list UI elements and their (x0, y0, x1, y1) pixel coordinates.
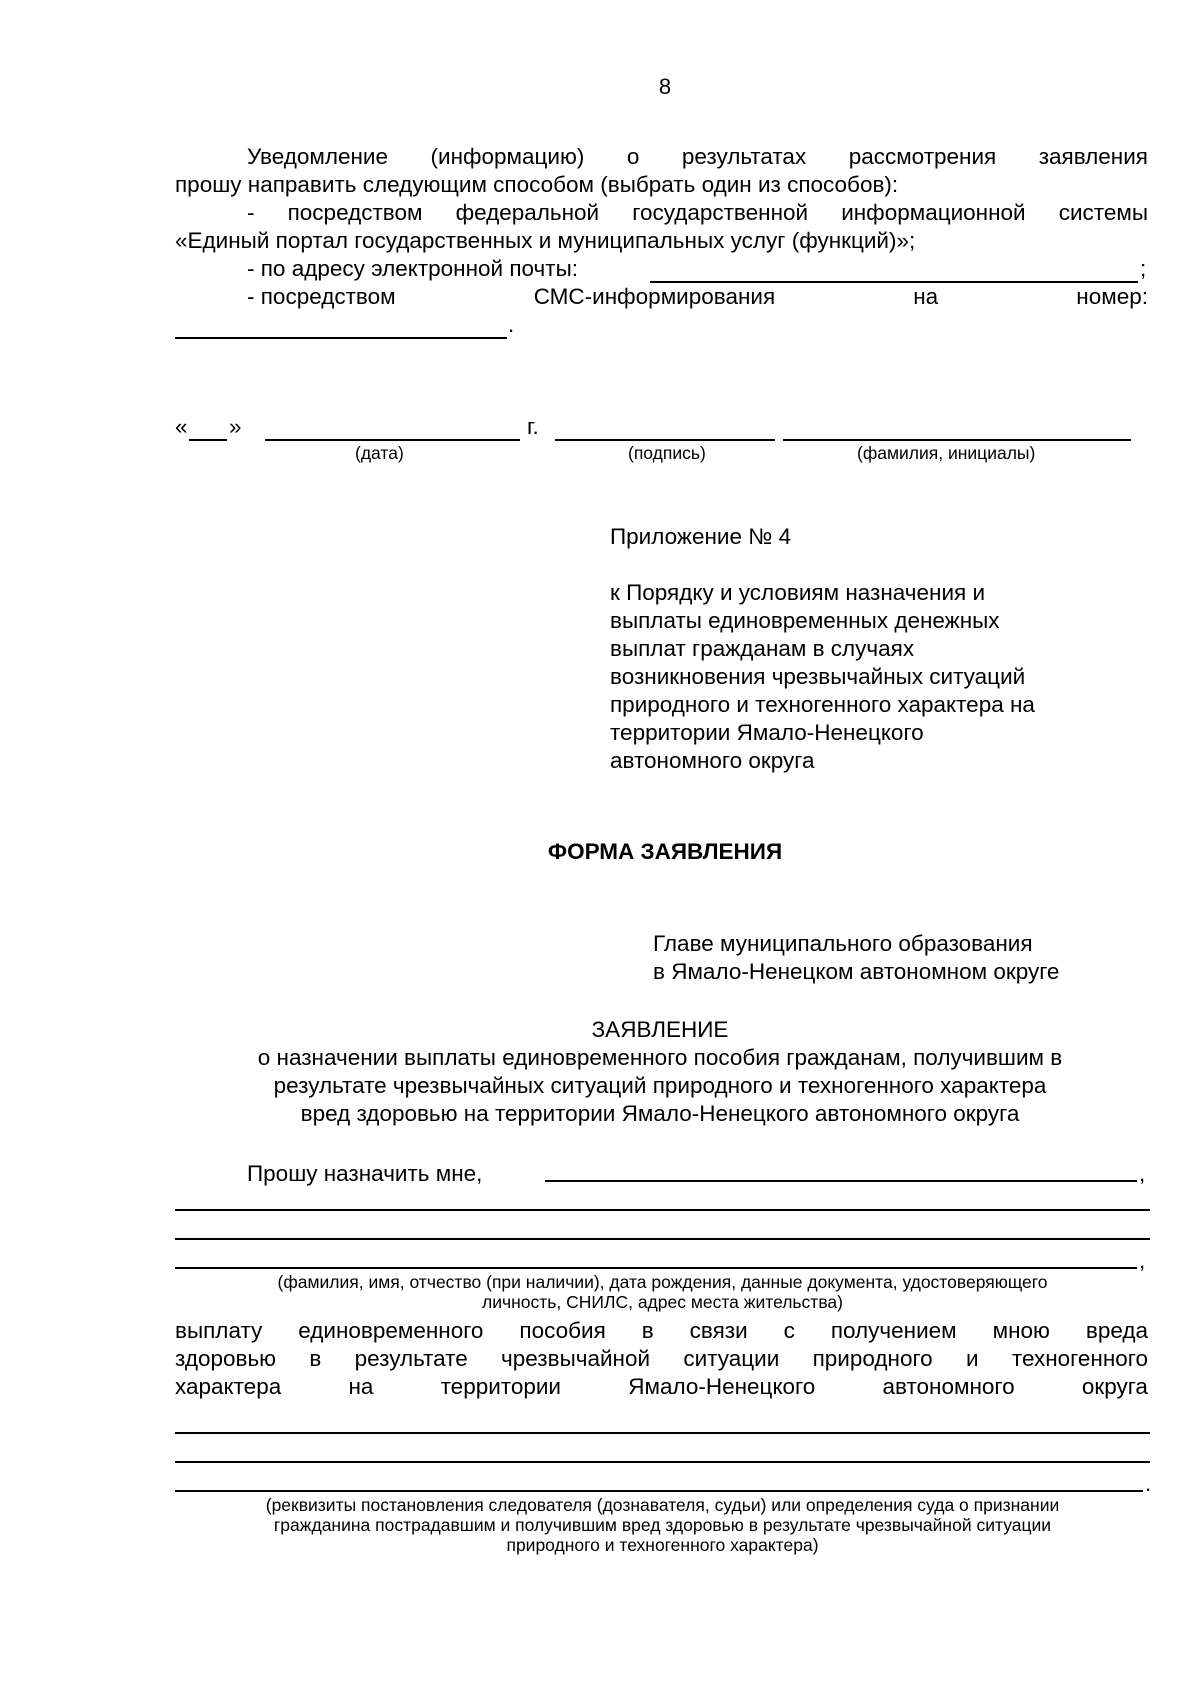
date-day-line[interactable] (189, 413, 227, 441)
appendix-block (610, 523, 1150, 775)
appendix-line: выплат гражданам в случаях (610, 636, 915, 661)
notify-option-email (175, 255, 1148, 283)
caption-line: личность, СНИЛС, адрес места жительства) (482, 1292, 843, 1312)
sms-word-3: на (913, 284, 939, 309)
statement-title: ЗАЯВЛЕНИЕ (591, 1017, 729, 1042)
applicant-details-line-1[interactable] (175, 1209, 1150, 1211)
applicant-details-line-3[interactable] (175, 1267, 1137, 1269)
decision-details-caption (175, 1495, 1150, 1555)
email-semicolon: ; (1140, 256, 1147, 281)
addressee-block (653, 930, 1153, 986)
appendix-line: выплаты единовременных денежных (610, 608, 1000, 633)
notify-line-1: Уведомление (информацию) о результатах рассмотрения заявления (247, 144, 1148, 169)
appendix-line: к Порядку и условиям назначения и (610, 580, 986, 605)
appendix-line: автономного округа (610, 748, 815, 773)
date-caption: (дата) (355, 443, 404, 463)
appendix-description (610, 579, 1150, 775)
body-word: территории (440, 1374, 562, 1399)
applicant-details-line-2[interactable] (175, 1238, 1150, 1240)
name-caption: (фамилия, инициалы) (857, 443, 1036, 463)
date-month-line[interactable] (265, 413, 520, 441)
addressee-line-2: в Ямало-Ненецком автономном округе (653, 959, 1060, 984)
request-label: Прошу назначить мне, (247, 1161, 483, 1186)
body-word: характера (175, 1374, 282, 1399)
notify-option-epgu-2: «Единый портал государственных и муниципальных услуг (функций)»; (175, 228, 916, 253)
signature-line[interactable] (555, 413, 775, 441)
request-body-line-3 (175, 1373, 1148, 1401)
caption-line: гражданина пострадавшим и получившим вред здоровью в результате чрезвычайной ситуации (273, 1515, 1052, 1535)
appendix-title: Приложение № 4 (610, 524, 792, 549)
year-abbreviation: г. (527, 414, 539, 439)
caption-line: (реквизиты постановления следователя (дознавателя, судьи) или определения суда о признании (265, 1495, 1060, 1515)
details-comma: , (1139, 1248, 1146, 1273)
caption-line: природного и техногенного характера) (506, 1535, 819, 1555)
notification-section (175, 143, 1148, 339)
request-body-line-2: здоровью в результате чрезвычайной ситуации природного и техногенного (175, 1346, 1148, 1371)
decision-details-line-3[interactable] (175, 1490, 1143, 1492)
applicant-name-line[interactable] (545, 1180, 1137, 1182)
name-initials-line[interactable] (783, 413, 1131, 441)
statement-subtitle-3: вред здоровью на территории Ямало-Ненецкого автономного округа (300, 1101, 1020, 1126)
sms-word-4: номер: (1076, 284, 1148, 309)
caption-line: (фамилия, имя, отчество (при наличии), дата рождения, данные документа, удостоверяющего (277, 1272, 1048, 1292)
appendix-line: природного и техногенного характера на (610, 692, 1035, 717)
notify-option-epgu-1: - посредством федеральной государственной информационной системы (247, 200, 1148, 225)
body-word: автономного (882, 1374, 1015, 1399)
email-label: - по адресу электронной почты: (247, 256, 579, 281)
body-word: Ямало-Ненецкого (628, 1374, 816, 1399)
body-word: на (348, 1374, 374, 1399)
body-word: округа (1081, 1374, 1148, 1399)
decision-details-line-1[interactable] (175, 1432, 1150, 1434)
form-title: ФОРМА ЗАЯВЛЕНИЯ (547, 839, 783, 864)
date-close-quote: » (229, 414, 242, 439)
appendix-line: территории Ямало-Ненецкого (610, 720, 924, 745)
statement-subtitle-1: о назначении выплаты единовременного пособия гражданам, получившим в (257, 1045, 1063, 1070)
sms-number-row (175, 311, 1148, 339)
page-number: 8 (658, 74, 672, 99)
sms-dot: . (508, 312, 515, 337)
notify-line-2: прошу направить следующим способом (выбрать один из способов): (175, 172, 899, 197)
request-body (175, 1317, 1148, 1401)
statement-heading (180, 1016, 1140, 1128)
applicant-details-caption (175, 1272, 1150, 1312)
sms-word-2: СМС-информирования (533, 284, 776, 309)
email-field-line[interactable] (650, 255, 1138, 283)
signature-block (175, 413, 1155, 463)
sms-number-line[interactable] (175, 311, 507, 339)
date-open-quote: « (175, 414, 188, 439)
appendix-line: возникновения чрезвычайных ситуаций (610, 664, 1026, 689)
statement-subtitle-2: результате чрезвычайных ситуаций природного и техногенного характера (273, 1073, 1047, 1098)
addressee-line-1: Главе муниципального образования (653, 931, 1033, 956)
decision-details-line-2[interactable] (175, 1461, 1150, 1463)
decision-dot: . (1145, 1471, 1152, 1496)
notify-option-sms (175, 283, 1148, 311)
request-comma: , (1139, 1161, 1146, 1186)
request-body-line-1: выплату единовременного пособия в связи с получением мною вреда (175, 1318, 1148, 1343)
sms-word-1: - посредством (247, 284, 396, 309)
signature-caption: (подпись) (628, 443, 706, 463)
